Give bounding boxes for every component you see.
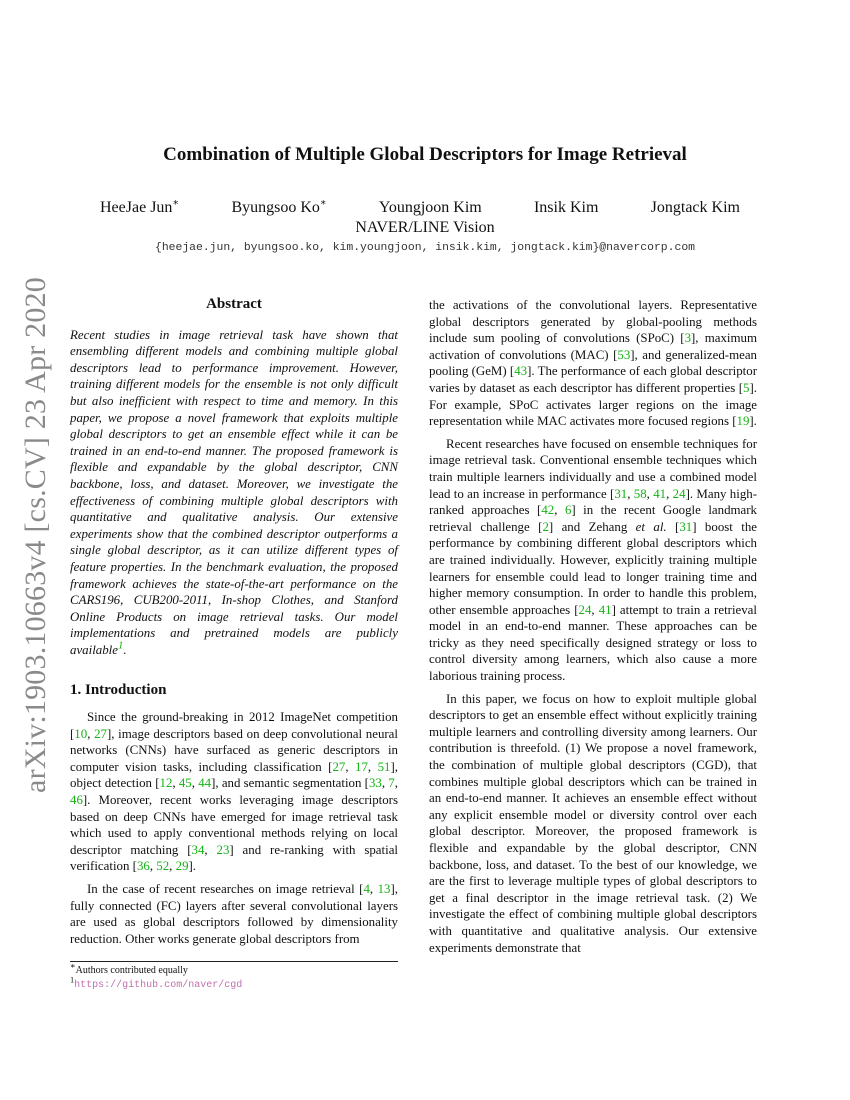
author-list <box>100 199 740 217</box>
text-run: , <box>381 776 389 791</box>
right-paragraph-3 <box>429 691 757 957</box>
text-run: , <box>87 726 95 741</box>
text-run: , <box>191 776 199 791</box>
author: Youngjoon Kim <box>378 199 482 216</box>
text-run: In the case of recent researches on image retrieval [ <box>87 882 364 896</box>
text-run: ] boost the performance by combining different global descriptors which are trained individually. However, explicitly training multiple learners for ensemble could lead to longer training time and higher memory consumption. In order to handle this problem, other ensemble approaches [ <box>429 519 758 617</box>
text-run: , <box>169 859 176 874</box>
citation-link[interactable]: 41 <box>653 486 667 501</box>
text-run: ]. <box>188 859 197 874</box>
text-run: ], object detection [ <box>70 759 399 791</box>
text-run: , <box>646 486 654 501</box>
arxiv-stamp-text: arXiv:1903.10663v4 [cs.CV] 23 Apr 2020 <box>19 277 52 793</box>
citation-link[interactable]: 6 <box>564 503 572 518</box>
footnote-ref[interactable]: 1 <box>117 639 124 652</box>
citation-link[interactable]: 51 <box>377 759 391 774</box>
citation-link[interactable]: 31 <box>679 519 693 534</box>
text-run: ], image descriptors based on deep convolutional neural networks (CNNs) have surfaced as generic descriptors in computer vision tasks, including classification [ <box>70 726 398 774</box>
text-run: ] attempt to train a retrieval model in an end-to-end manner. These approaches can be tricky as they need specifically designed strategy or loss to control diversity among learners, which also cause a more laborious training process. <box>429 602 757 684</box>
text-run: , <box>204 842 217 857</box>
paper-title: Combination of Multiple Global Descriptors for Image Retrieval <box>163 144 687 165</box>
text-run: ], and semantic segmentation [ <box>211 776 369 791</box>
citation-link[interactable]: 5 <box>743 380 750 395</box>
citation-link[interactable]: 29 <box>175 859 189 874</box>
footnotes <box>70 961 398 993</box>
text-run: , <box>394 776 398 791</box>
section-heading-introduction: 1. Introduction <box>70 682 167 699</box>
text-run: ]. Many high-ranked approaches [ <box>429 486 758 518</box>
author-emails: {heejae.jun, byungsoo.ko, kim.youngjoon, insik.kim, jongtack.kim}@navercorp.com <box>154 242 695 254</box>
text-run: [ <box>666 519 680 534</box>
text-run: , <box>666 486 673 501</box>
text-run: [ <box>70 726 75 741</box>
text-run: ]. The performance of each global descriptor varies by dataset as each descriptor has different properties [ <box>429 364 758 395</box>
citation-link[interactable]: 33 <box>368 776 382 791</box>
arxiv-stamp <box>19 277 52 793</box>
text-run: ]. <box>749 414 757 429</box>
text-run: , <box>149 859 157 874</box>
text-run: , <box>554 503 565 518</box>
author: HeeJae Jun∗ <box>100 197 180 216</box>
text-run: Since the ground-breaking in 2012 ImageNet competition <box>87 710 398 725</box>
text-run: ] and Zehang <box>548 519 636 534</box>
text-run: , <box>369 882 378 896</box>
citation-link[interactable]: 24 <box>672 486 686 501</box>
text-run: , <box>345 759 356 774</box>
abstract-body: Recent studies in image retrieval task have shown that ensembling different models and combining multiple global descriptors lead to performance improvement. However, training different models for the ensemble is not only difficult but also inefficient with respect to time and memory. In this paper, we propose a novel framework that exploits multiple global descriptors to get an ensemble effect while it can be trained in an end-to-end manner. The proposed framework is flexible and expandable by the global descriptor, CNN backbone, loss, and dataset. Moreover, we investigate the effectiveness of combining multiple global descriptors with quantitative and qualitative analysis. Our extensive experiments show that the combined descriptor outperforms a single global descriptor, as it can utilize different types of feature properties. In the benchmark evaluation, the proposed framework achieves the state-of-the-art performance on the CARS196, CUB200-2011, In-shop Clothes, and Stanford Online Products on image retrieval tasks. Our model implementations and pretrained models are publicly available$^1$. <box>70 327 398 657</box>
citation-link[interactable]: 46 <box>70 793 83 808</box>
citation-link[interactable]: 13 <box>377 882 391 896</box>
citation-link[interactable]: 27 <box>332 759 346 774</box>
text-run: ], fully connected (FC) layers after several convolutional layers are used as global descriptors followed by dimensionality reduction. Other works generate global descriptors from <box>70 882 398 946</box>
citation-link[interactable]: 4 <box>363 882 370 896</box>
intro-paragraph-1 <box>70 709 398 875</box>
text-run: In this paper, we focus on how to exploit multiple global descriptors to get an ensemble effect without explicitly training multiple learners and controlling diversity among learners. Our contribution is threefold. (1) We propose a novel framework, the combination of multiple global descriptors (CGD), that combines multiple global descriptors which can be trained in an end-to-end manner. It achieves an ensemble effect without any explicit ensemble model or diversity control over each global descriptor. Moreover, the proposed framework is flexible and expandable by the global descriptor, CNN backbone, loss, and dataset. To the best of our knowledge, we are the first to leverage multiple types of global descriptors to get a final descriptor in the image retrieval task. (2) We investigate the effect of combining multiple global descriptors with quantitative and qualitative analysis. Our extensive experiments demonstrate that <box>429 691 757 955</box>
citation-link[interactable]: 44 <box>198 776 212 791</box>
citation-link[interactable]: 27 <box>94 726 107 741</box>
citation-link[interactable]: 34 <box>191 842 205 857</box>
citation-link[interactable]: 43 <box>514 364 528 379</box>
text-run: , <box>627 486 634 501</box>
text-run: , <box>591 602 599 617</box>
author: Byungsoo Ko∗ <box>231 197 327 216</box>
left-column <box>70 296 398 953</box>
text-run: ] and re-ranking with spatial verification [ <box>70 842 398 874</box>
citation-link[interactable]: 52 <box>156 859 170 874</box>
text-run: Recent researches have focused on ensemble techniques for image retrieval task. Conventional ensemble techniques which train multiple learners individually and use a combined model lead to an increase in performance [ <box>429 436 757 501</box>
citation-link[interactable]: 2 <box>542 519 549 534</box>
author: Jongtack Kim <box>650 199 740 216</box>
citation-link[interactable]: 58 <box>633 486 647 501</box>
citation-link[interactable]: 53 <box>617 347 631 362</box>
citation-link[interactable]: 42 <box>541 503 555 518</box>
text-run: , <box>367 759 378 774</box>
citation-link[interactable]: 36 <box>136 859 150 874</box>
abstract-heading: Abstract <box>206 296 262 312</box>
text-run: ], and generalized-mean pooling (GeM) [ <box>429 347 757 379</box>
citation-link[interactable]: 17 <box>355 759 368 774</box>
citation-link[interactable]: 24 <box>578 602 592 617</box>
text-run: ]. Moreover, recent works leveraging image descriptors based on deep CNNs have emerged for image retrieval task which used to apply conventional methods relying on local descriptor matching [ <box>70 793 398 857</box>
citation-link[interactable]: 10 <box>74 726 88 741</box>
text-run: ] in the recent Google landmark retrieval challenge [ <box>429 503 758 534</box>
citation-link[interactable]: 23 <box>216 842 230 857</box>
footnote-url: $^1$https://github.com/naver/cgd <box>70 975 243 991</box>
repo-link[interactable]: https://github.com/naver/cgd <box>74 980 243 991</box>
author: Insik Kim <box>533 199 599 216</box>
text-run: ], maximum activation of convolutions (MAC) [ <box>429 331 757 362</box>
right-paragraph-2 <box>429 436 757 685</box>
citation-link[interactable]: 7 <box>388 776 395 791</box>
citation-link[interactable]: 19 <box>736 414 750 429</box>
citation-link[interactable]: 31 <box>614 486 628 501</box>
intro-paragraph-2 <box>70 881 398 947</box>
citation-link[interactable]: 12 <box>159 776 173 791</box>
text-run: et al. <box>635 519 667 534</box>
text-run: , <box>172 776 179 791</box>
text-run: ]. For example, SPoC activates larger regions on the image representation while MAC activates more focused regions [ <box>429 380 757 429</box>
text-run: the activations of the convolutional layers. Representative global descriptors generated by global-pooling methods include sum pooling of convolutions (SPoC) [ <box>429 298 757 346</box>
right-paragraph-1 <box>429 297 757 430</box>
footnote-authors: ∗Authors contributed equally <box>70 961 188 976</box>
affiliation: NAVER/LINE Vision <box>355 219 495 236</box>
citation-link[interactable]: 3 <box>684 331 692 346</box>
right-column <box>429 297 757 962</box>
citation-link[interactable]: 41 <box>598 602 612 617</box>
citation-link[interactable]: 45 <box>178 776 192 791</box>
